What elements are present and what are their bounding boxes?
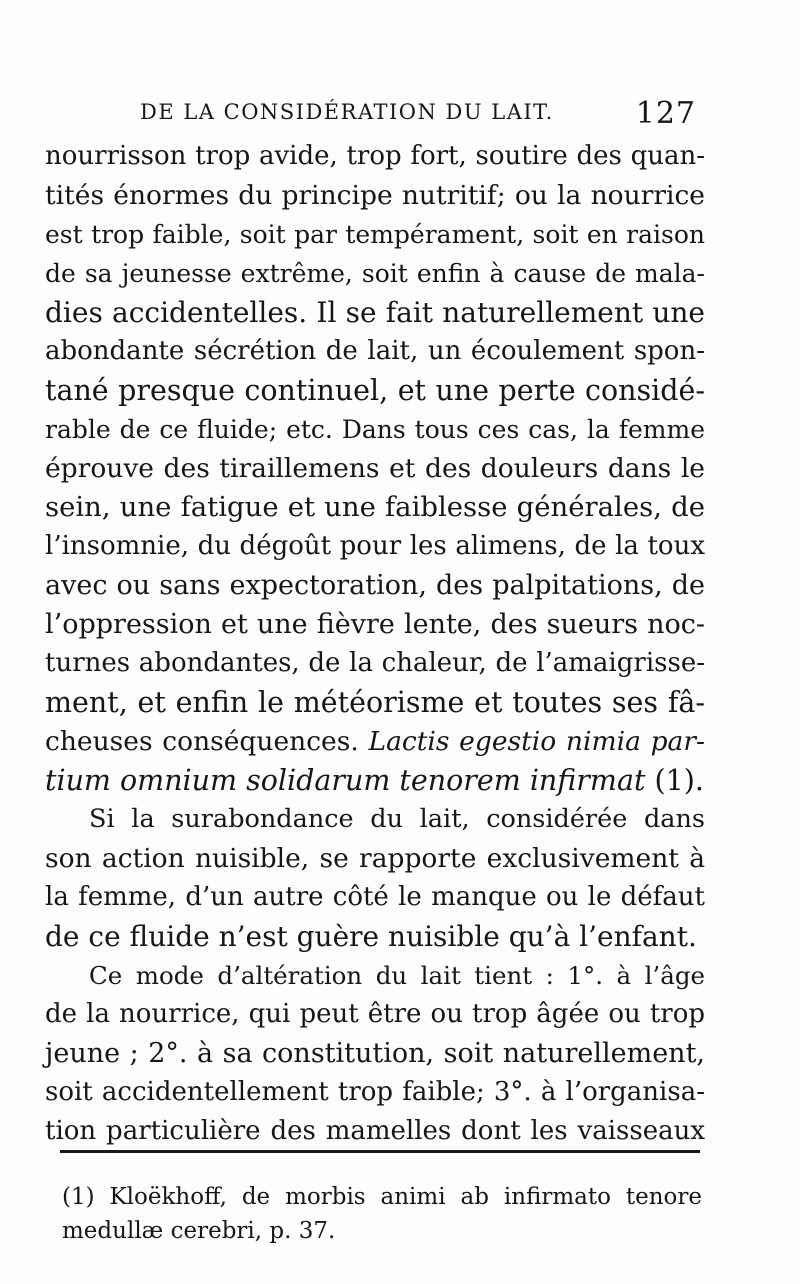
footnote-divider	[60, 1150, 700, 1153]
text-line: jeune ; 2°. à sa constitution, soit naturellement,	[45, 1038, 705, 1069]
text-line: nourrisson trop avide, trop fort, soutire des quan-	[45, 141, 705, 171]
paragraph-first-line: Si la surabondance du lait, considérée dans	[89, 804, 705, 834]
page-number: 127	[635, 96, 696, 131]
text-line: l’oppression et une fièvre lente, des sueurs noc-	[45, 609, 705, 640]
latin-quote: tium omnium solidarum tenorem infirmat	[45, 764, 646, 797]
text-line: abondante sécrétion de lait, un écoulement spon-	[45, 336, 705, 366]
text-line: rable de ce fluide; etc. Dans tous ces cas, la femme	[45, 415, 705, 444]
text-line: éprouve des tiraillemens et des douleurs dans le	[45, 453, 705, 484]
text-line: de ce fluide n’est guère nuisible qu’à l’enfant.	[45, 920, 697, 953]
text-line: de la nourrice, qui peut être ou trop âgée ou trop	[45, 999, 705, 1029]
text-line: ment, et enfin le météorisme et toutes ses fâ-	[45, 686, 705, 719]
body-text	[45, 137, 705, 1151]
footnote-line: medullæ cerebri, p. 37.	[62, 1218, 336, 1244]
text-line: avec ou sans expectoration, des palpitations, de	[45, 570, 705, 601]
footnote-line: (1) Kloëkhoff, de morbis animi ab infirmato tenore	[62, 1184, 702, 1210]
text-line: sein, une fatigue et une faiblesse générales, de	[45, 491, 705, 523]
text-line: de sa jeunesse extrême, soit enfin à cause de mala-	[45, 259, 705, 288]
roman-text: cheuses conséquences.	[45, 726, 369, 757]
text-line-mixed	[45, 722, 705, 761]
text-line: soit accidentellement trop faible; 3°. à l’organisa-	[45, 1077, 705, 1107]
footnote	[62, 1180, 702, 1248]
text-line-mixed	[45, 761, 705, 800]
text-line: tané presque continuel, et une perte considé-	[45, 374, 705, 407]
text-line: la femme, d’un autre côté le manque ou le défaut	[45, 882, 705, 912]
latin-quote: Lactis egestio nimia par-	[368, 726, 705, 757]
text-line: son action nuisible, se rapporte exclusivement à	[45, 843, 705, 874]
running-title: DE LA CONSIDÉRATION DU LAIT.	[140, 100, 554, 124]
footnote-reference: (1).	[645, 764, 704, 797]
paragraph-first-line: Ce mode d’altération du lait tient : 1°. à l’âge	[89, 961, 705, 990]
page-header	[140, 96, 696, 136]
text-line: l’insomnie, du dégoût pour les alimens, de la toux	[45, 531, 705, 561]
text-line: turnes abondantes, de la chaleur, de l’amaigrisse-	[45, 648, 705, 678]
text-line: dies accidentelles. Il se fait naturellement une	[45, 296, 705, 329]
text-line: est trop faible, soit par tempérament, soit en raison	[45, 220, 705, 249]
text-line: tités énormes du principe nutritif; ou la nourrice	[45, 180, 705, 211]
text-line: tion particulière des mamelles dont les vaisseaux	[45, 1116, 705, 1146]
